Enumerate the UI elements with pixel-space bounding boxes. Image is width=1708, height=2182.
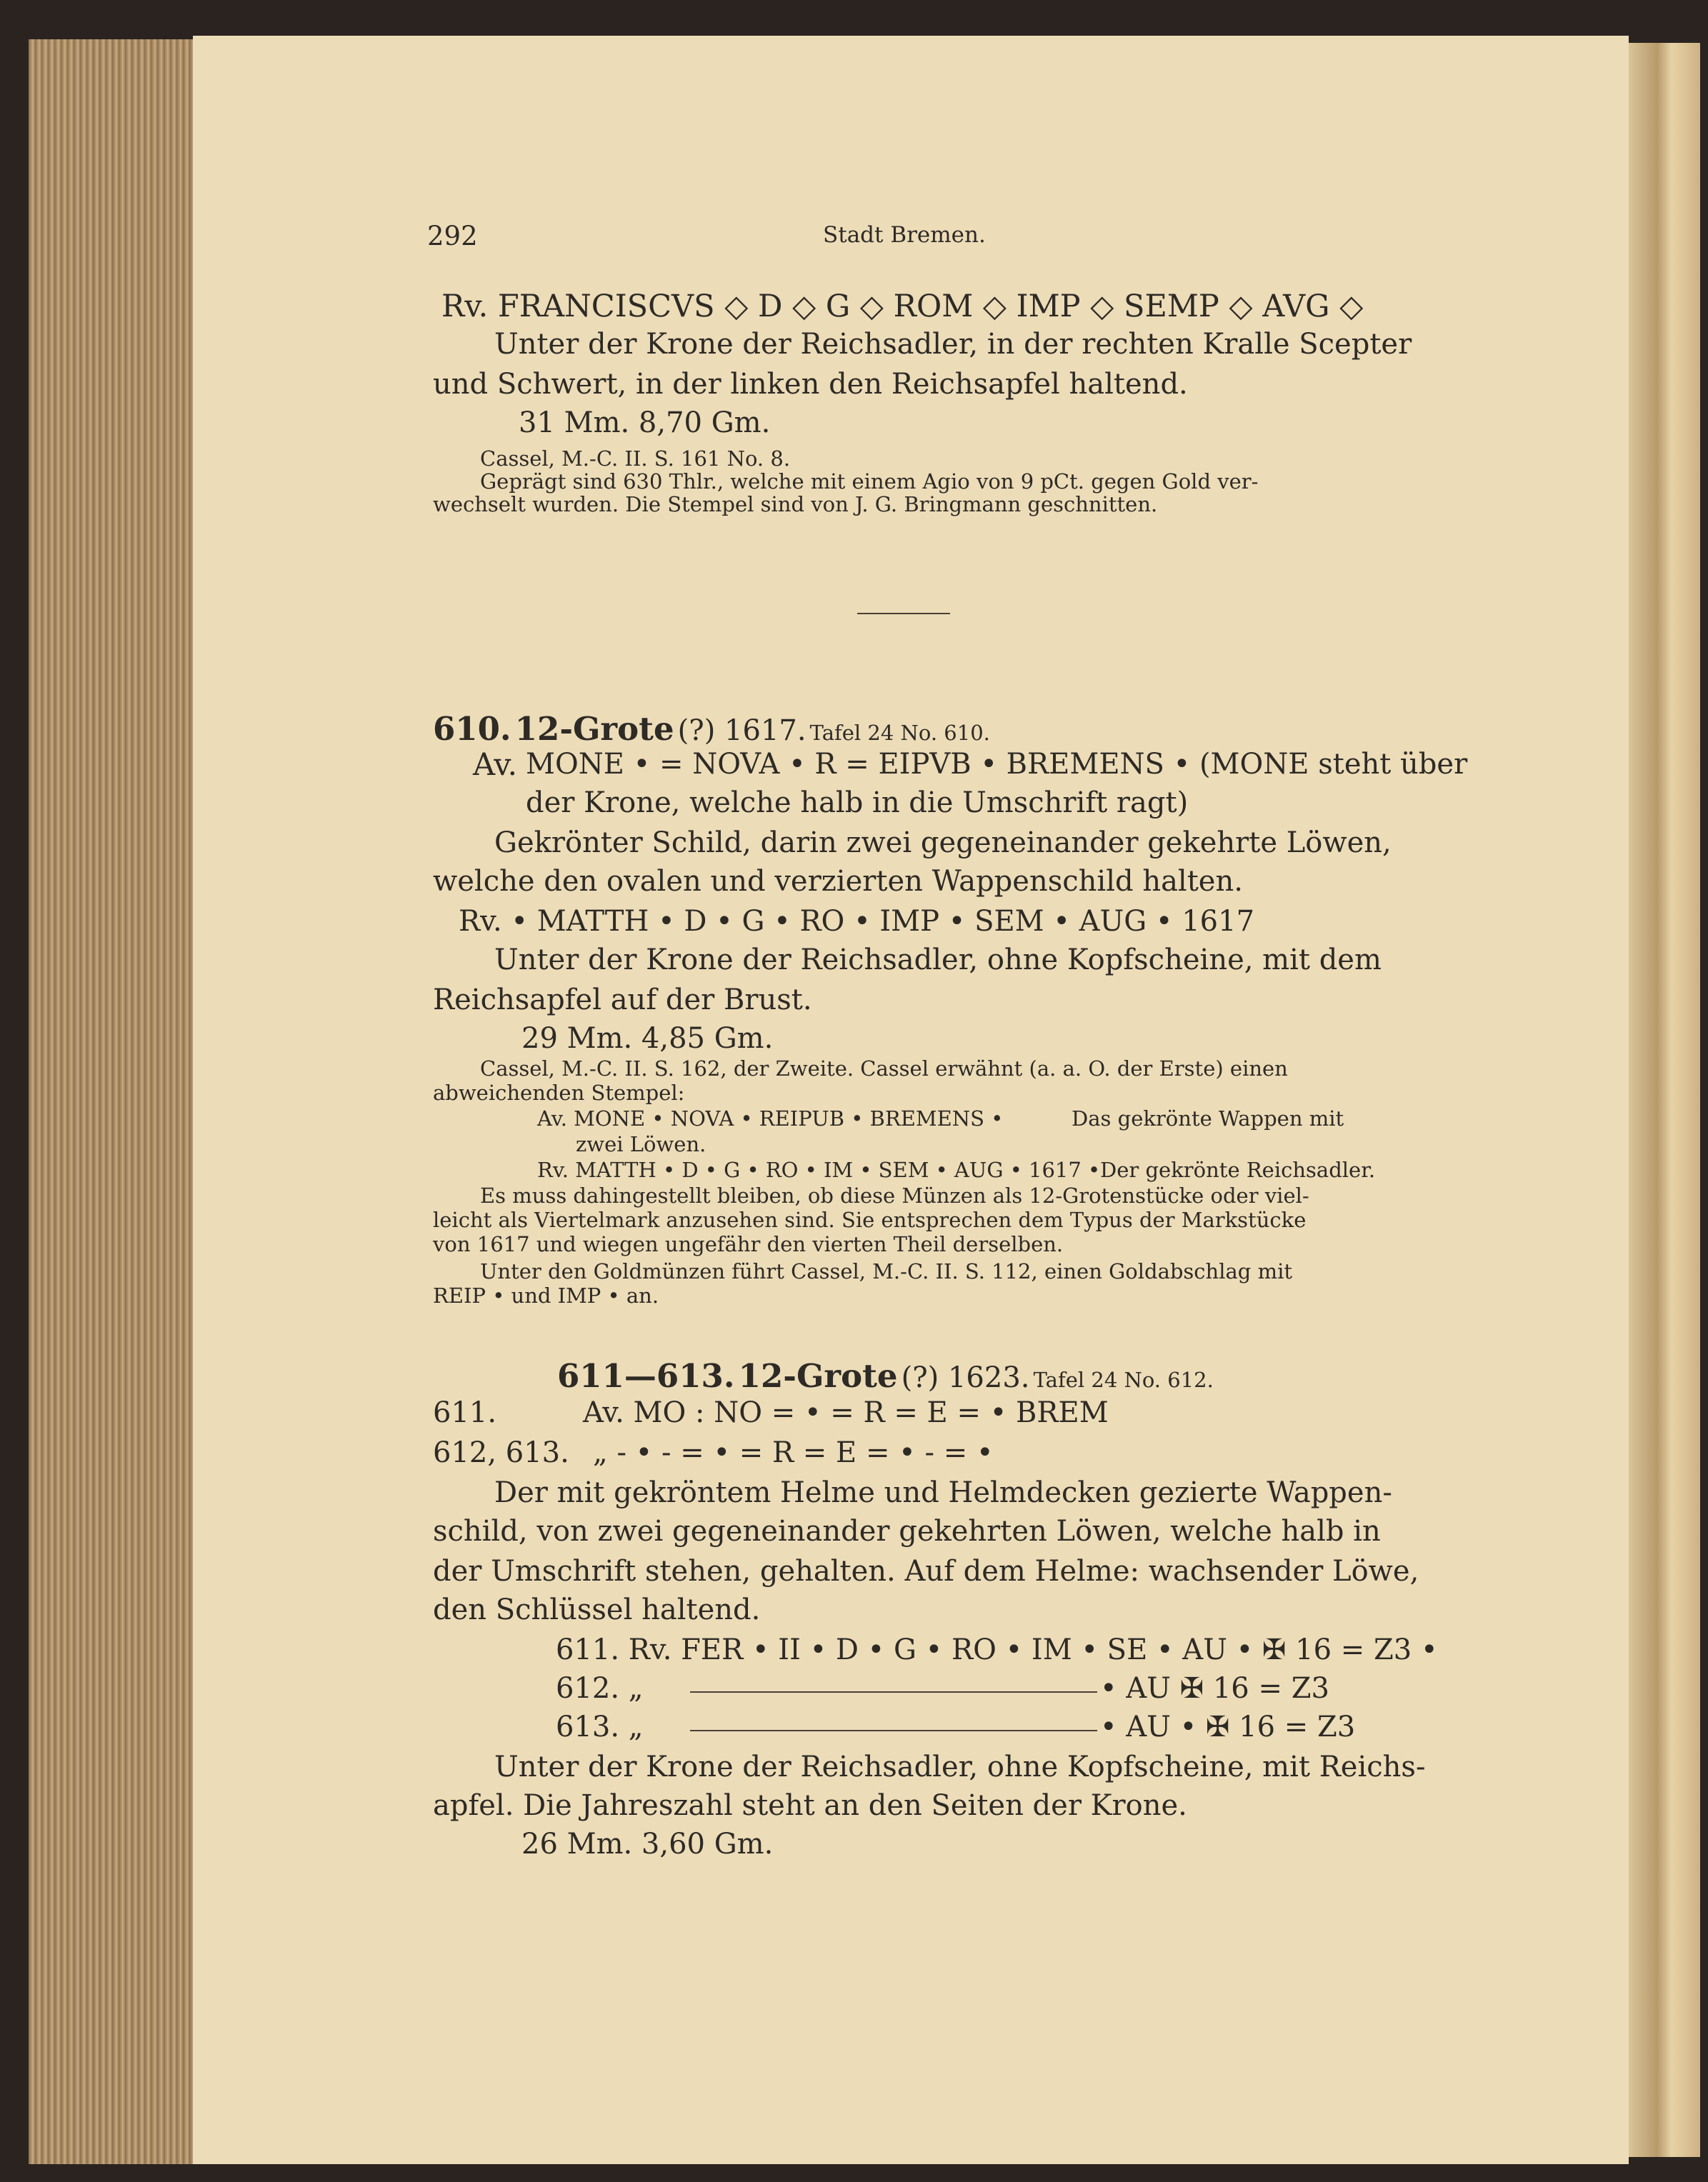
entry-611-rv-desc-1: Unter der Krone der Reichsadler, ohne Kopfscheine, mit Reichs- bbox=[494, 1751, 1426, 1783]
entry-610-note-2: abweichenden Stempel: bbox=[433, 1081, 685, 1105]
entry-610-note-6: Rv. MATTH • D • G • RO • IM • SEM • AUG • 1617 • bbox=[537, 1158, 1101, 1182]
entry-613-rv-label: 613. „ bbox=[556, 1711, 644, 1743]
entry-610-desc-2: welche den ovalen und verzierten Wappenschild halten. bbox=[433, 865, 1243, 898]
entry-610-note-1: Cassel, M.-C. II. S. 162, der Zweite. Cassel erwähnt (a. a. O. der Erste) einen bbox=[480, 1056, 1288, 1081]
entry-610-note-5: zwei Löwen. bbox=[576, 1132, 706, 1156]
entry-610-note-9: leicht als Viertelmark anzusehen sind. Sie entsprechen dem Typus der Markstücke bbox=[433, 1208, 1307, 1232]
entry-611-desc-2: schild, von zwei gegeneinander gekehrten Löwen, welche halb in bbox=[433, 1515, 1381, 1548]
entry-611-desc-1: Der mit gekröntem Helme und Helmdecken gezierte Wappen- bbox=[494, 1476, 1392, 1509]
entry-611-number: 611—613. bbox=[557, 1357, 735, 1395]
entry-610-av-label: Av. bbox=[473, 747, 518, 783]
prev-note-3: wechselt wurden. Die Stempel sind von J. G. Bringmann geschnitten. bbox=[433, 492, 1158, 516]
entry-610-av-cont: der Krone, welche halb in die Umschrift ragt) bbox=[526, 786, 1189, 819]
entry-610-plate: Tafel 24 No. 610. bbox=[809, 721, 990, 745]
book-gutter bbox=[1629, 43, 1700, 2157]
entry-610-desc-1: Gekrönter Schild, darin zwei gegeneinander gekehrte Löwen, bbox=[494, 826, 1392, 859]
entry-610-note-8: Es muss dahingestellt bleiben, ob diese Münzen als 12-Grotenstücke oder viel- bbox=[480, 1183, 1309, 1208]
entry-611-measure: 26 Mm. 3,60 Gm. bbox=[521, 1828, 774, 1861]
entry-611-variant-num: 611. bbox=[433, 1396, 497, 1429]
entry-612-rv-end: • AU ✠ 16 = Z3 bbox=[1100, 1672, 1329, 1705]
entry-610-measure: 29 Mm. 4,85 Gm. bbox=[521, 1022, 774, 1055]
prev-rv-legend: Rv. FRANCISCVS ◇ D ◇ G ◇ ROM ◇ IMP ◇ SEMP ◇ AVG ◇ bbox=[441, 289, 1364, 324]
page-number: 292 bbox=[427, 221, 478, 251]
entry-610-note-4: Das gekrönte Wappen mit bbox=[1072, 1106, 1344, 1131]
prev-note-1: Cassel, M.-C. II. S. 161 No. 8. bbox=[480, 446, 791, 471]
entry-611-variant-av: Av. MO : NO = • = R = E = • BREM bbox=[583, 1396, 1109, 1429]
entry-612-rv-dash bbox=[690, 1691, 1097, 1693]
entry-610-note-3: Av. MONE • NOVA • REIPUB • BREMENS • bbox=[537, 1106, 1004, 1131]
entry-613-rv-end: • AU • ✠ 16 = Z3 bbox=[1100, 1711, 1356, 1743]
entry-610-heading bbox=[433, 710, 990, 748]
entry-612-rv-label: 612. „ bbox=[556, 1672, 644, 1705]
book-page-edges bbox=[29, 39, 193, 2164]
entry-610-rv: Rv. • MATTH • D • G • RO • IMP • SEM • AUG • 1617 bbox=[459, 905, 1255, 938]
entry-612-variant-num: 612, 613. bbox=[433, 1436, 569, 1469]
prev-desc-line-1: Unter der Krone der Reichsadler, in der rechten Kralle Scepter bbox=[494, 328, 1412, 361]
entry-610-number: 610. bbox=[433, 710, 511, 748]
entry-610-note-11: Unter den Goldmünzen führt Cassel, M.-C. II. S. 112, einen Goldabschlag mit bbox=[480, 1259, 1293, 1283]
entry-612-variant-av: „ - • - = • = R = E = • - = • bbox=[593, 1436, 994, 1469]
entry-610-rv-desc-2: Reichsapfel auf der Brust. bbox=[433, 984, 812, 1016]
entry-610-title: 12-Grote bbox=[514, 710, 674, 748]
prev-desc-line-2: und Schwert, in der linken den Reichsapfel haltend. bbox=[433, 368, 1188, 401]
entry-610-rv-desc-1: Unter der Krone der Reichsadler, ohne Kopfscheine, mit dem bbox=[494, 944, 1382, 976]
prev-measure: 31 Mm. 8,70 Gm. bbox=[519, 406, 771, 439]
entry-611-desc-3: der Umschrift stehen, gehalten. Auf dem Helme: wachsender Löwe, bbox=[433, 1555, 1419, 1588]
entry-610-year: (?) 1617. bbox=[677, 714, 806, 747]
entry-610-note-10: von 1617 und wiegen ungefähr den vierten Theil derselben. bbox=[433, 1232, 1064, 1256]
entry-611-year: (?) 1623. bbox=[901, 1361, 1030, 1394]
entry-613-rv-dash bbox=[690, 1730, 1097, 1731]
entry-611-plate: Tafel 24 No. 612. bbox=[1033, 1368, 1214, 1392]
entry-611-rv-desc-2: apfel. Die Jahreszahl steht an den Seiten der Krone. bbox=[433, 1789, 1187, 1822]
entry-611-rv: 611. Rv. FER • II • D • G • RO • IM • SE • AU • ✠ 16 = Z3 • bbox=[556, 1633, 1438, 1666]
entry-611-heading bbox=[557, 1357, 1214, 1395]
entry-610-note-7: Der gekrönte Reichsadler. bbox=[1100, 1158, 1376, 1182]
section-divider bbox=[857, 613, 950, 614]
entry-610-note-12: REIP • und IMP • an. bbox=[433, 1283, 659, 1308]
prev-note-2: Geprägt sind 630 Thlr., welche mit einem Agio von 9 pCt. gegen Gold ver- bbox=[480, 469, 1259, 494]
entry-611-desc-4: den Schlüssel haltend. bbox=[433, 1593, 761, 1626]
running-title: Stadt Bremen. bbox=[823, 222, 986, 248]
entry-610-av-legend: MONE • = NOVA • R = EIPVB • BREMENS • (MONE steht über bbox=[526, 748, 1468, 781]
entry-611-title: 12-Grote bbox=[738, 1357, 898, 1395]
